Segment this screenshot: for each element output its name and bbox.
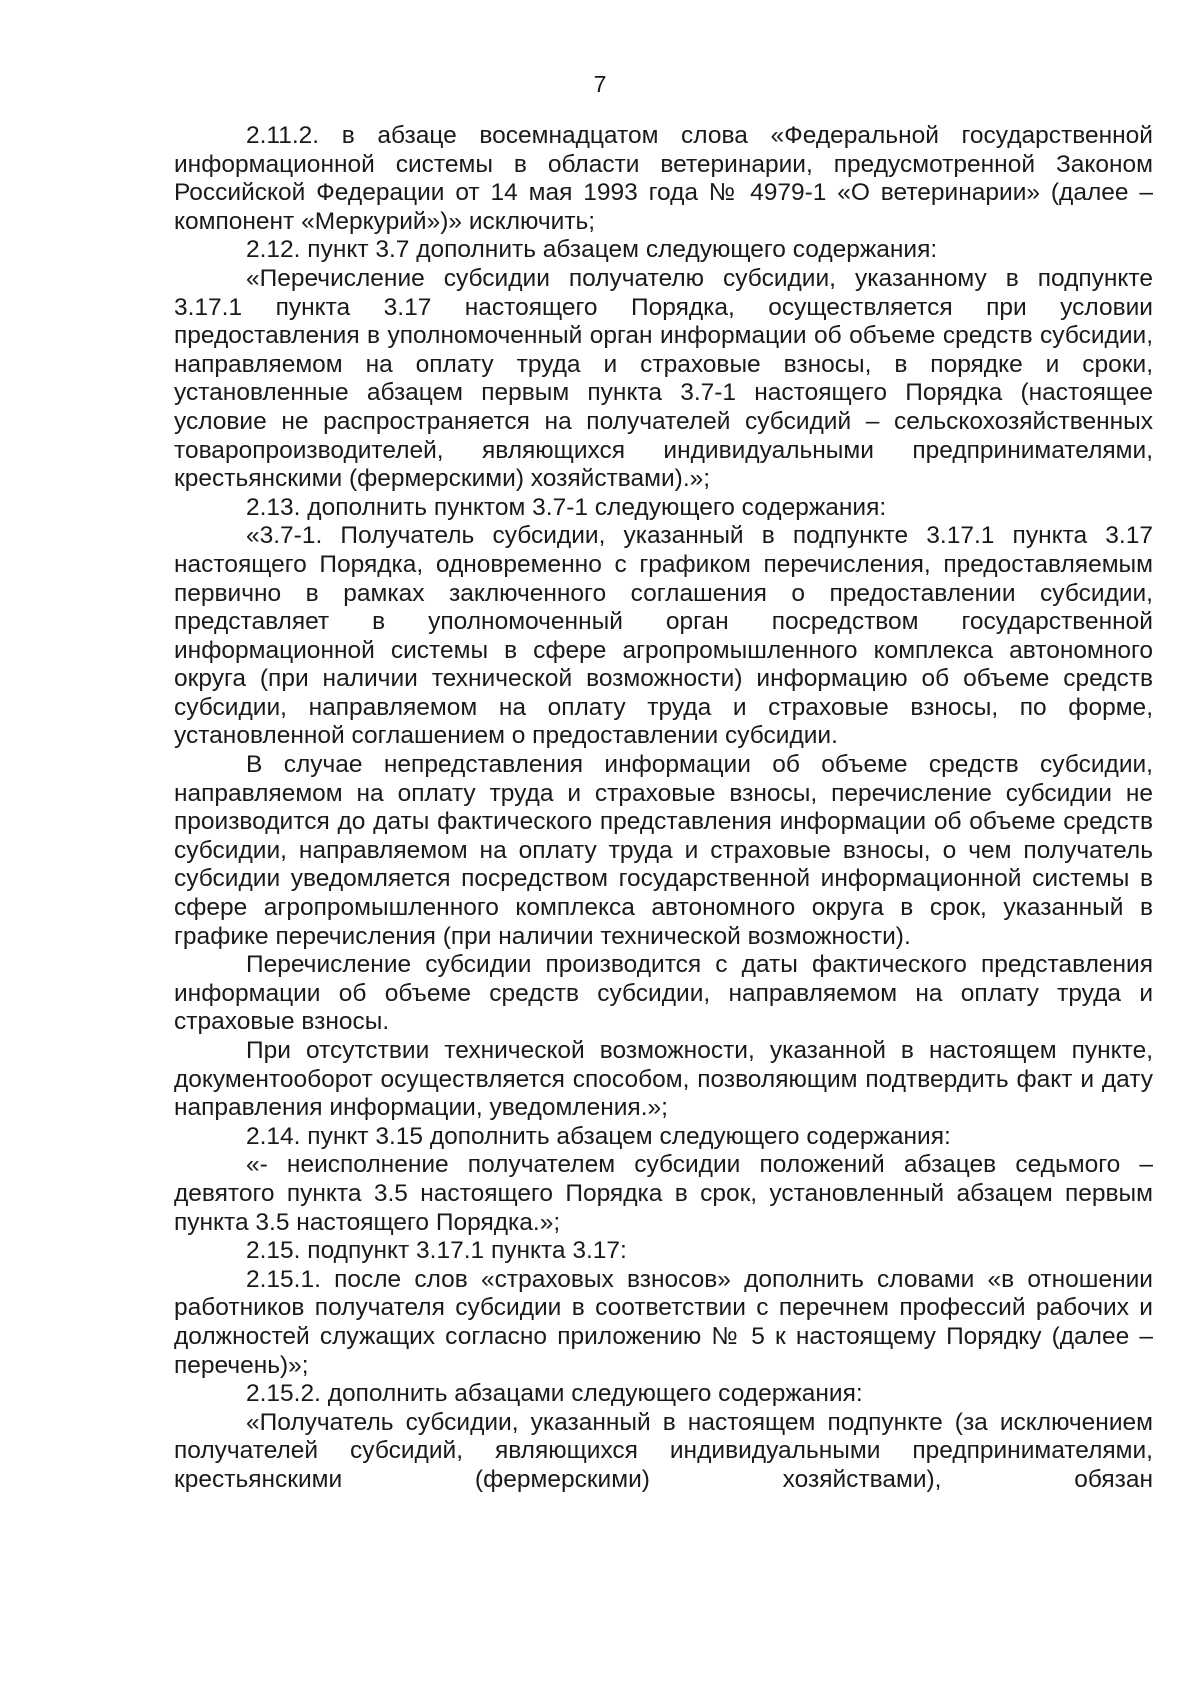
page-number: 7 bbox=[593, 71, 607, 97]
paragraph-3-7-addition: «Перечисление субсидии получателю субсидии, указанному в подпункте 3.17.1 пункта 3.17 настоящего Порядка, осуществляется при условии предоставления в уполномоченный орган информации об объеме средств субсидии, направляемом на оплату труда и страховые взносы, в порядке и сроки, установленные абзацем первым пункта 3.7-1 настоящего Порядка (настоящее условие не распространяется на получателей субсидий – сельскохозяйственных товаропроизводителей, являющихся индивидуальными предпринимателями, крестьянскими (фермерскими) хозяйствами).»; bbox=[174, 264, 1153, 493]
paragraph-2-11-2: 2.11.2. в абзаце восемнадцатом слова «Федеральной государственной информационной системы в области ветеринарии, предусмотренной Законом Российской Федерации от 14 мая 1993 года № 4979-1 «О ветеринарии» (далее – компонент «Меркурий»)» исключить; bbox=[174, 122, 1153, 235]
paragraph-2-15-2: 2.15.2. дополнить абзацами следующего содержания: bbox=[246, 1380, 863, 1408]
paragraph-2-14: 2.14. пункт 3.15 дополнить абзацем следующего содержания: bbox=[246, 1122, 951, 1150]
paragraph-2-13: 2.13. дополнить пунктом 3.7-1 следующего содержания: bbox=[246, 493, 887, 521]
paragraph-no-technical-possibility: При отсутствии технической возможности, указанной в настоящем пункте, документооборот осуществляется способом, позволяющим подтвердить факт и дату направления информации, уведомления.»; bbox=[174, 1037, 1153, 1122]
paragraph-non-submission: В случае непредставления информации об объеме средств субсидии, направляемом на оплату труда и страховые взносы, перечисление субсидии не производится до даты фактического представления информации об объеме средств субсидии, направляемом на оплату труда и страховые взносы, о чем получатель субсидии уведомляется посредством государственной информационной системы в сфере агропромышленного комплекса автономного округа в срок, указанный в графике перечисления (при наличии технической возможности). bbox=[174, 751, 1153, 950]
paragraph-2-12: 2.12. пункт 3.7 дополнить абзацем следующего содержания: bbox=[246, 236, 938, 264]
paragraph-transfer-date: Перечисление субсидии производится с даты фактического представления информации об объеме средств субсидии, направляемом на оплату труда и страховые взносы. bbox=[174, 951, 1153, 1036]
paragraph-2-15-1: 2.15.1. после слов «страховых взносов» дополнить словами «в отношении работников получателя субсидии в соответствии с перечнем профессий рабочих и должностей служащих согласно приложению № 5 к настоящему Порядку (далее – перечень)»; bbox=[174, 1265, 1153, 1379]
paragraph-3-15-addition: «- неисполнение получателем субсидии положений абзацев седьмого – девятого пункта 3.5 настоящего Порядка в срок, установленный абзацем первым пункта 3.5 настоящего Порядка.»; bbox=[174, 1151, 1153, 1236]
paragraph-recipient-obligation: «Получатель субсидии, указанный в настоящем подпункте (за исключением получателей субсидий, являющихся индивидуальными предпринимателями, крестьянскими (фермерскими) хозяйствами), обязан bbox=[174, 1408, 1153, 1493]
paragraph-2-15: 2.15. подпункт 3.17.1 пункта 3.17: bbox=[246, 1237, 627, 1265]
document-body bbox=[174, 122, 1153, 1495]
paragraph-3-7-1: «3.7-1. Получатель субсидии, указанный в подпункте 3.17.1 пункта 3.17 настоящего Порядка, одновременно с графиком перечисления, предоставляемым первично в рамках заключенного соглашения о предоставлении субсидии, представляет в уполномоченный орган посредством государственной информационной системы в сфере агропромышленного комплекса автономного округа (при наличии технической возможности) информацию об объеме средств субсидии, направляемом на оплату труда и страховые взносы, по форме, установленной соглашением о предоставлении субсидии. bbox=[174, 522, 1153, 750]
